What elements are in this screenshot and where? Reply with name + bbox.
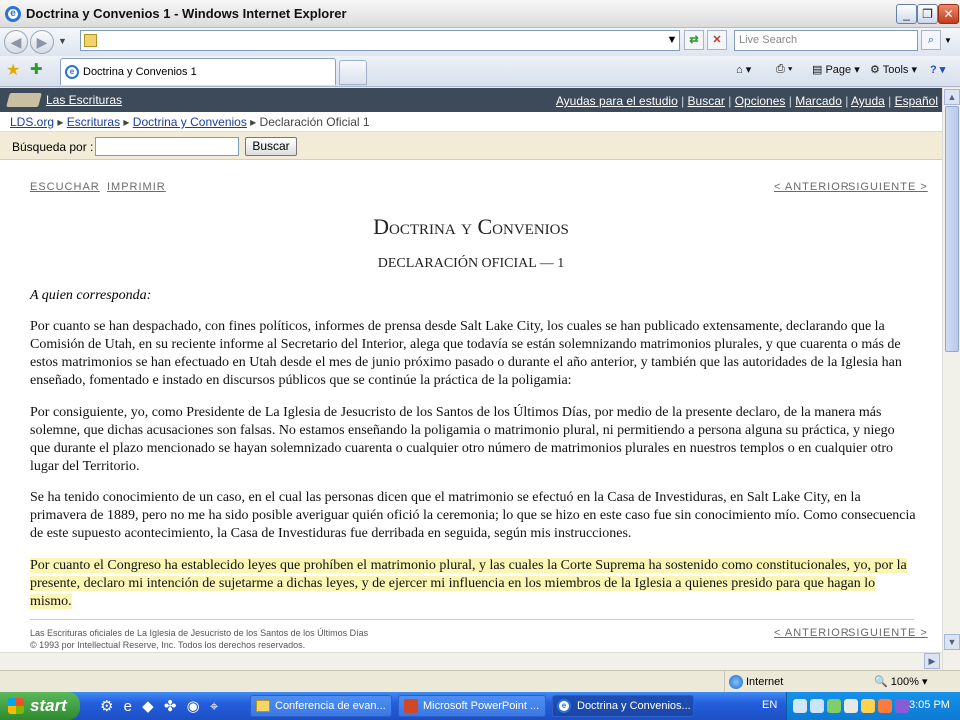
window-titlebar: [0, 0, 960, 28]
powerpoint-icon: [404, 699, 418, 713]
tools-menu[interactable]: ⚙ Tools ▾: [870, 64, 917, 76]
paragraph-4-highlighted: [28, 556, 920, 612]
breadcrumb-lds[interactable]: LDS.org: [10, 115, 55, 129]
quick-launch[interactable]: ⚙ e ◆ ✤ ◉ ⌖: [100, 698, 222, 715]
window-title: Doctrina y Convenios 1 - Windows Internet Explorer: [26, 6, 347, 21]
home-icon[interactable]: ⌂ ▾: [736, 64, 752, 76]
security-zone: Internet: [746, 676, 784, 688]
clock[interactable]: 3:05 PM: [909, 699, 950, 711]
task-conferencia[interactable]: Conferencia de evan...: [250, 695, 392, 717]
address-input[interactable]: [80, 30, 680, 51]
forward-button[interactable]: ▶: [30, 30, 54, 54]
task-internet-explorer[interactable]: e Doctrina y Convenios...: [552, 695, 694, 717]
breadcrumb-scriptures[interactable]: Escrituras: [66, 115, 121, 129]
tab-label: Doctrina y Convenios 1: [83, 66, 197, 78]
nav-link-search[interactable]: Buscar: [687, 94, 725, 108]
tray-icons[interactable]: [793, 699, 909, 716]
tab-ie-icon: e: [65, 65, 79, 79]
maximize-button[interactable]: ❐: [917, 4, 938, 24]
folder-icon: [256, 700, 270, 712]
paragraph-3: Se ha tenido conocimiento de un caso, en el cual las personas dicen que el matrimonio se efectuó en la Casa de Investiduras, en Salt Lake City, en la primavera de 1889, pero no me ha sido posible averiguar quién ofició la ceremonia; lo que se hizo en este caso fue sin conocimiento mío. Como consecuencia de este supuesto acontecimiento, la Casa de Investiduras fue derribada en seguida, según mis instrucciones.: [30, 490, 916, 541]
salutation: A quien corresponda:: [30, 288, 152, 303]
next-link[interactable]: SIGUIENTE >: [848, 181, 928, 193]
breadcrumb: LDS.org ▸ Escrituras ▸ Doctrina y Convenios ▸ Declaración Oficial 1: [0, 112, 942, 132]
refresh-icon[interactable]: ⇄: [684, 30, 704, 50]
highlighted-text: Por cuanto el Congreso ha establecido leyes que prohíben el matrimonio plural, y las cuales la Corte Suprema ha sostenido como constitucionales, yo, por la presente, declaro mi intención de sujetarme a dichas leyes, y de ejercer mi influencia en los miembros de la Iglesia a quienes presido para que hagan lo mismo.: [30, 558, 907, 609]
breadcrumb-dyc[interactable]: Doctrina y Convenios: [132, 115, 247, 129]
print-icon[interactable]: ⎙ ▾: [776, 63, 793, 75]
nav-link-options[interactable]: Opciones: [734, 94, 786, 108]
footer-next-link[interactable]: SIGUIENTE >: [848, 627, 928, 639]
search-bar: [0, 132, 942, 160]
address-dropdown-icon[interactable]: ▼: [666, 34, 678, 46]
scroll-up-icon[interactable]: ▲: [944, 89, 960, 105]
nav-link-study-aids[interactable]: Ayudas para el estudio: [555, 94, 678, 108]
help-icon[interactable]: ? ▾: [930, 64, 946, 76]
task-powerpoint[interactable]: Microsoft PowerPoint ...: [398, 695, 546, 717]
back-button[interactable]: ◀: [4, 30, 28, 54]
footer-line-2: © 1993 por Intellectual Reserve, Inc. Todos los derechos reservados.: [30, 640, 306, 650]
history-dropdown-icon[interactable]: ▼: [58, 36, 67, 46]
task-ie-icon: e: [557, 699, 571, 713]
zoom-level[interactable]: 🔍 100% ▾: [874, 676, 928, 688]
paragraph-2: Por consiguiente, yo, como Presidente de La Iglesia de Jesucristo de los Santos de los Últimos Días, por medio de la presente declaro, de la manera más solemne, que dichas acusaciones son falsas. No estamos enseñando la poligamia o matrimonio plural, ni permitiendo a persona alguna su práctica, y niego que durante el plazo mencionado se hayan solemnizado cuarenta o cualquier otro número de matrimonios plurales en nuestros templos o en cualquier otro lugar del Territorio.: [30, 405, 895, 474]
search-input[interactable]: [95, 137, 239, 156]
scriptures-home-link[interactable]: Las Escrituras: [46, 93, 123, 107]
start-button[interactable]: start: [0, 692, 80, 720]
favorites-star-icon[interactable]: ★: [6, 62, 21, 79]
vertical-scrollbar[interactable]: [942, 88, 960, 670]
site-nav-links: Ayudas para el estudio | Buscar | Opciones | Marcado | Ayuda | Español: [555, 94, 938, 108]
minimize-button[interactable]: _: [896, 4, 917, 24]
close-button[interactable]: ✕: [938, 4, 959, 24]
page-icon: [84, 34, 97, 47]
scroll-right-icon[interactable]: ▶: [924, 653, 940, 669]
status-bar: [0, 670, 960, 692]
globe-icon: [729, 675, 743, 689]
internet-explorer-icon: e: [5, 6, 21, 22]
section-title: DECLARACIÓN OFICIAL — 1: [377, 256, 565, 271]
nav-link-markup[interactable]: Marcado: [795, 94, 842, 108]
site-navbar: [0, 88, 942, 112]
book-title: Doctrina y Convenios: [373, 214, 569, 239]
breadcrumb-current: Declaración Oficial 1: [259, 115, 370, 129]
live-search-input[interactable]: Live Search: [734, 30, 918, 51]
horizontal-scrollbar[interactable]: [0, 652, 942, 670]
nav-link-spanish[interactable]: Español: [894, 94, 938, 108]
language-indicator[interactable]: EN: [762, 699, 778, 711]
footer-previous-link[interactable]: < ANTERIOR: [774, 627, 850, 639]
system-tray: [786, 692, 960, 720]
previous-link[interactable]: < ANTERIOR: [774, 181, 850, 193]
nav-link-help[interactable]: Ayuda: [851, 94, 885, 108]
footer-divider: [30, 619, 914, 620]
footer-line-1: Las Escrituras oficiales de La Iglesia de Jesucristo de los Santos de los Últimos Días: [30, 628, 369, 638]
scriptures-book-icon: [6, 93, 42, 107]
scroll-down-icon[interactable]: ▼: [944, 634, 960, 650]
search-button[interactable]: Buscar: [245, 137, 297, 156]
new-tab-button[interactable]: [339, 60, 367, 85]
windows-logo-icon: [8, 698, 24, 714]
search-options-icon[interactable]: ▼: [944, 36, 952, 45]
search-label: Búsqueda por :: [12, 140, 94, 154]
listen-link[interactable]: ESCUCHAR: [30, 181, 100, 193]
stop-icon[interactable]: ✕: [707, 30, 727, 50]
tab-doctrina-y-convenios[interactable]: [60, 58, 336, 85]
page-menu[interactable]: ▤ Page ▾: [812, 64, 860, 76]
add-favorites-icon[interactable]: ✚: [30, 61, 43, 78]
search-icon[interactable]: ⌕: [921, 30, 941, 50]
scrollbar-thumb[interactable]: [945, 106, 959, 352]
print-link[interactable]: IMPRIMIR: [107, 181, 166, 193]
paragraph-1: Por cuanto se han despachado, con fines políticos, informes de prensa desde Salt Lake City, los cuales se han publicado extensamente, declarando que la Comisión de Utah, en su reciente informe al Secretario del Interior, alega que todavía se están solemnizando matrimonios plurales, y que cuarenta o más de estos matrimonios se han efectuado en Utah desde el mes de junio próximo pasado o durante el año anterior, y también que las autoridades de la Iglesia han enseñado, fomentado e instado en discursos públicos que se continúe la práctica de la poligamia:: [30, 319, 902, 388]
